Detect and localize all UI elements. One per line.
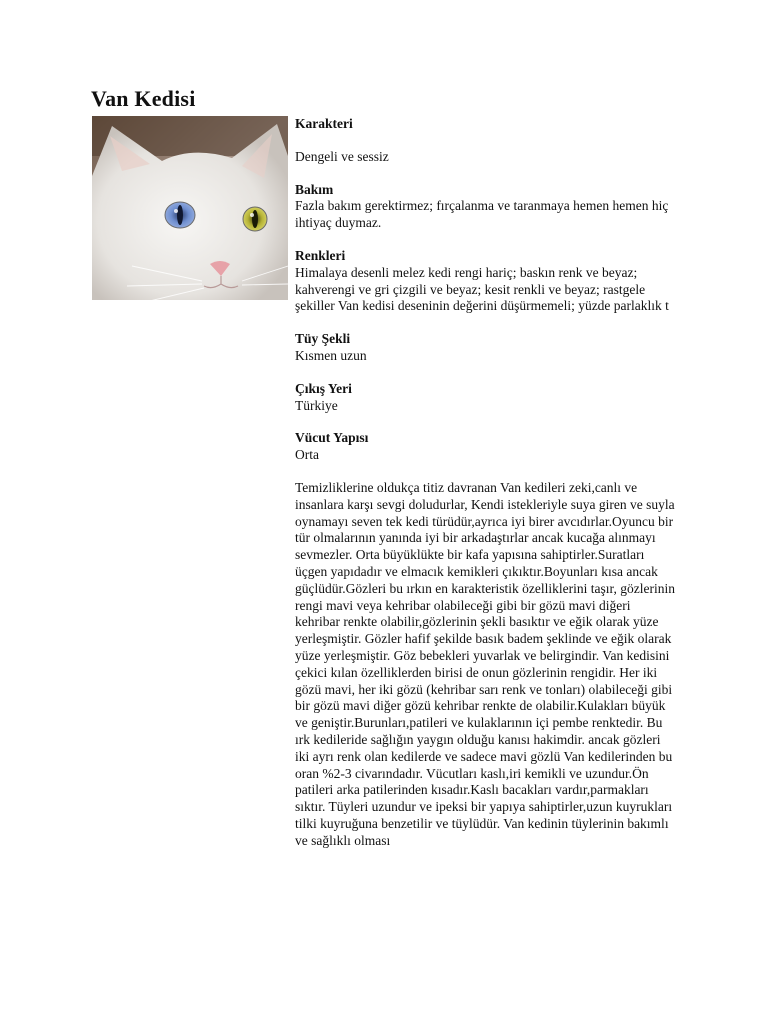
info-section-vucut-yapisi — [295, 430, 675, 464]
section-heading: Bakım — [295, 181, 334, 197]
section-text: Fazla bakım gerektirmez; fırçalanma ve taranmaya hemen hemen hiç ihtiyaç duymaz. — [295, 198, 669, 231]
cat-photo — [92, 116, 288, 300]
info-section-renkleri — [295, 248, 675, 315]
info-section-cikis-yeri — [295, 381, 675, 415]
section-heading: Vücut Yapısı — [295, 430, 369, 446]
section-text: Orta — [295, 447, 319, 463]
page-title: Van Kedisi — [91, 86, 196, 111]
section-text: Himalaya desenli melez kedi rengi hariç; baskın renk ve beyaz; kahverengi ve gri çizgili ve beyaz; kesit renkli ve beyaz; rastgele şekiller Van kedisi deseninin değerini düşürmemeli; yüzde parlaklık t — [295, 264, 669, 314]
info-section-tuy-sekli — [295, 331, 675, 365]
description-paragraph: Temizliklerine oldukça titiz davranan Van kedileri zeki,canlı ve insanlara karşı sevgi doludurlar, Kendi istekleriyle suya giren ve suyla oynamayı seven tek kedi türüdür,ayrıca iyi birer avcıdırlar.Oyuncu bir tür olmalarının yanında iyi bir arkadaştırlar ancak kucağa alınmayı sevmezler. Orta büyüklükte bir kafa yapısına sahiptirler.Suratları üçgen yapıdadır ve elmacık kemikleri çıkıktır.Boyunları kısa ancak güçlüdür.Gözleri bu ırkın en karakteristik özelliklerini taşır, gözlerinin rengi mavi veya kehribar olabileceği gibi bir gözü mavi diğeri kehribar renkte olabilir,gözlerinin şekli basıktır ve eğik olarak yüze yerleşmiştir. Gözler hafif şekilde basık badem şeklinde ve eğik olarak yüze yerleşmiştir. Göz bebekleri yuvarlak ve belirgindir. Van kedisini çekici kılan özelliklerden birisi de onun gözlerinin rengidir. Her iki gözü mavi, her iki gözü (kehribar sarı renk ve tonları) olabileceği gibi bir gözü mavi diğer gözü kehribar renkte de olabilir.Kulakları büyük ve geniştir.Burunları,patileri ve kulaklarının içi pembe renktedir. Bu ırk kedileride sağlığın yaygın olduğu kanısı hakimdir. ancak gözleri iki ayrı renk olan kedilerde ve sadece mavi gözlü Van kedilerinden bu oran %2-3 civarındadır. Vücutları kaslı,iri kemikli ve uzundur.Ön patileri arka patilerinden kısadır.Kaslı bacakları vardır,parmakları sıktır. Tüyleri uzundur ve ipeksi bir yapıya sahiptirler,uzun kuyrukları tilki kuyruğuna benzetilir ve tüylüdür. Van kedinin tüylerinin bakımlı ve sağlıklı olması — [295, 479, 675, 848]
info-section-karakteri — [295, 116, 675, 166]
section-heading: Çıkış Yeri — [295, 380, 352, 396]
section-heading: Tüy Şekli — [295, 331, 351, 347]
section-text: Dengeli ve sessiz — [295, 148, 389, 164]
section-heading: Karakteri — [295, 116, 353, 131]
section-text: Türkiye — [295, 397, 338, 413]
breed-info — [295, 116, 675, 849]
section-heading: Renkleri — [295, 247, 346, 263]
section-text: Kısmen uzun — [295, 347, 367, 363]
info-section-bakim — [295, 182, 675, 232]
